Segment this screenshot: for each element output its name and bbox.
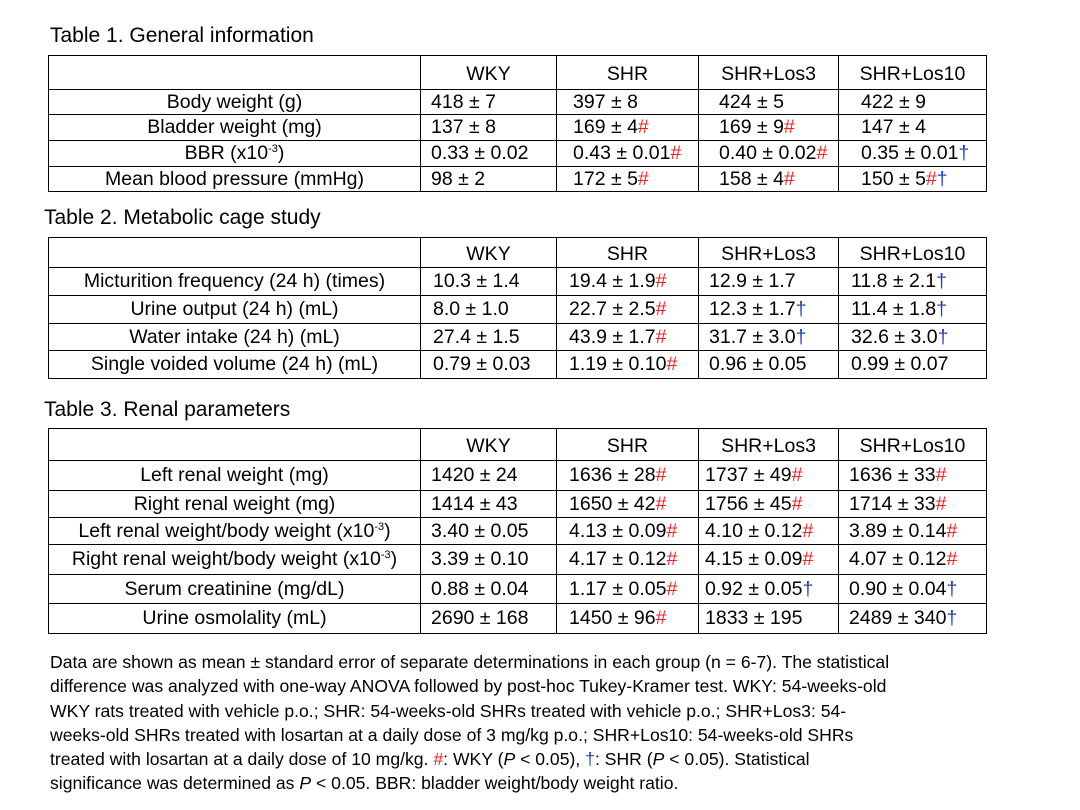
wky-significance-mark: # (816, 142, 828, 164)
wky-significance-mark: # (802, 519, 814, 542)
table-cell (699, 324, 839, 351)
wky-significance-mark: # (946, 548, 958, 570)
table-cell (421, 90, 557, 115)
cell-value: 1420 ± 24 (431, 464, 518, 486)
table-row (49, 545, 987, 575)
footnote-text: treated with losartan at a daily dose of 10 mg/kg. (50, 749, 434, 770)
footnote-text: < 0.05. BBR: bladder weight/body weight ratio. (311, 773, 679, 794)
row-label-text: Left renal weight (mg) (140, 464, 329, 486)
shr-significance-mark: † (936, 167, 948, 190)
cell-value: 150 ± 5 (861, 167, 926, 190)
cell-value: 147 ± 4 (861, 116, 926, 138)
table-cell (699, 115, 839, 141)
table-cell (421, 167, 557, 192)
table-row (49, 268, 987, 296)
column-header: SHR+Los3 (699, 238, 839, 268)
table-cell (699, 90, 839, 115)
row-label-text: Right renal weight (mg) (133, 492, 336, 515)
wky-significance-mark: # (655, 298, 667, 320)
table-cell (839, 545, 987, 575)
shr-significance-mark: † (936, 270, 948, 292)
wky-significance-mark: # (637, 167, 649, 190)
cell-value: 418 ± 7 (431, 90, 496, 113)
wky-significance-mark: # (935, 492, 947, 515)
table-row (49, 351, 987, 379)
table-header-row (49, 56, 987, 90)
cell-value: 19.4 ± 1.9 (569, 270, 656, 292)
column-header: SHR+Los3 (699, 429, 839, 461)
table-cell (699, 167, 839, 192)
column-header: SHR+Los10 (839, 238, 987, 268)
table-cell (699, 351, 839, 379)
footnote-line: WKY rats treated with vehicle p.o.; SHR: 54-weeks-old SHRs treated with vehicle p.o.; SHR+Los3: 54- (50, 700, 847, 721)
table-row (49, 167, 987, 192)
shr-significance-mark: † (946, 607, 958, 629)
column-header: SHR (557, 56, 699, 90)
cell-value: 2690 ± 168 (431, 607, 529, 629)
column-header: WKY (421, 429, 557, 461)
column-header: SHR+Los10 (839, 429, 987, 461)
cell-value: 169 ± 9 (719, 116, 784, 138)
shr-significance-mark: † (585, 749, 595, 770)
table-cell (421, 545, 557, 575)
wky-significance-mark: # (655, 270, 667, 292)
table-cell (839, 115, 987, 141)
table-footnote (50, 650, 1060, 796)
row-label-text: Single voided volume (24 h) (mL) (90, 353, 379, 375)
shr-significance-mark: † (958, 142, 970, 164)
table-cell (839, 141, 987, 167)
cell-value: 4.17 ± 0.12 (569, 548, 667, 570)
row-label-tail: ) (390, 548, 398, 570)
cell-value: 2489 ± 340 (849, 607, 947, 629)
column-header: SHR (557, 429, 699, 461)
header-blank-cell (49, 56, 421, 90)
row-label-text: Body weight (g) (166, 90, 303, 113)
table-cell (839, 90, 987, 115)
table-renal-parameters (48, 428, 987, 634)
wky-significance-mark: # (802, 548, 814, 570)
table-row (49, 491, 987, 518)
cell-value: 1756 ± 45 (705, 492, 792, 515)
cell-value: 4.13 ± 0.09 (569, 519, 667, 542)
table-cell (699, 461, 839, 491)
cell-value: 10.3 ± 1.4 (433, 270, 520, 292)
table-row (49, 461, 987, 491)
wky-significance-mark: # (666, 519, 678, 542)
table-row (49, 604, 987, 634)
wky-significance-mark: # (935, 464, 947, 486)
table-cell (421, 575, 557, 604)
row-label-tail: ) (384, 519, 391, 542)
footnote-line: weeks-old SHRs treated with losartan at a daily dose of 3 mg/kg p.o.; SHR+Los10: 54-weeks-old SHRs (50, 724, 854, 745)
table2-caption: Table 2. Metabolic cage study (44, 206, 321, 229)
table-row (49, 90, 987, 115)
p-symbol: P (503, 749, 516, 770)
wky-significance-mark: # (655, 325, 667, 348)
table3-caption: Table 3. Renal parameters (44, 398, 291, 421)
table-cell (557, 461, 699, 491)
cell-value: 12.3 ± 1.7 (709, 298, 796, 320)
wky-significance-mark: # (637, 116, 649, 138)
cell-value: 3.40 ± 0.05 (431, 519, 529, 542)
row-label (49, 115, 421, 141)
row-label-text: Bladder weight (mg) (147, 116, 322, 138)
table-cell (421, 141, 557, 167)
shr-significance-mark: † (946, 577, 958, 600)
table-cell (699, 268, 839, 296)
cell-value: 0.35 ± 0.01 (861, 142, 959, 164)
table-row (49, 575, 987, 604)
footnote-text: < 0.05). Statistical (664, 749, 810, 770)
table-header-row (49, 429, 987, 461)
table-cell (557, 141, 699, 167)
cell-value: 0.33 ± 0.02 (431, 142, 529, 164)
row-label-superscript: -3 (374, 520, 385, 533)
table-cell (699, 296, 839, 324)
table-cell (421, 491, 557, 518)
table-cell (557, 296, 699, 324)
row-label (49, 90, 421, 115)
cell-value: 422 ± 9 (861, 90, 926, 113)
table-cell (421, 296, 557, 324)
table-row (49, 141, 987, 167)
wky-significance-mark: # (783, 116, 795, 138)
shr-significance-mark: † (802, 577, 814, 600)
wky-significance-mark: # (925, 167, 937, 190)
wky-significance-mark: # (655, 492, 667, 515)
row-label (49, 141, 421, 167)
wky-significance-mark: # (666, 577, 678, 600)
table-cell (421, 324, 557, 351)
row-label-superscript: -3 (268, 143, 278, 155)
table-cell (839, 575, 987, 604)
cell-value: 1.19 ± 0.10 (569, 353, 667, 375)
table-cell (421, 115, 557, 141)
table-cell (839, 296, 987, 324)
wky-significance-mark: # (946, 519, 958, 542)
table-cell (557, 604, 699, 634)
row-label (49, 296, 421, 324)
table-cell (557, 545, 699, 575)
table-cell (557, 115, 699, 141)
row-label-text: Mean blood pressure (mmHg) (104, 167, 364, 190)
row-label (49, 167, 421, 192)
cell-value: 1414 ± 43 (431, 492, 518, 515)
table-cell (557, 491, 699, 518)
table-cell (699, 545, 839, 575)
p-symbol: P (299, 773, 312, 794)
table-cell (839, 461, 987, 491)
table-cell (839, 518, 987, 545)
wky-significance-mark: # (791, 492, 803, 515)
cell-value: 158 ± 4 (719, 167, 784, 190)
cell-value: 0.92 ± 0.05 (705, 577, 803, 600)
cell-value: 1636 ± 28 (569, 464, 656, 486)
table-general-information (48, 55, 987, 192)
cell-value: 22.7 ± 2.5 (569, 298, 656, 320)
shr-significance-mark: † (795, 325, 807, 348)
table-cell (421, 268, 557, 296)
row-label-text: Micturition frequency (24 h) (times) (83, 270, 386, 292)
row-label (49, 545, 421, 575)
row-label-text: Serum creatinine (mg/dL) (124, 577, 345, 600)
cell-value: 4.07 ± 0.12 (849, 548, 947, 570)
table-cell (557, 518, 699, 545)
wky-significance-mark: # (655, 464, 667, 486)
row-label-text: Left renal weight/body weight (x10 (78, 519, 375, 542)
cell-value: 12.9 ± 1.7 (709, 270, 796, 292)
cell-value: 169 ± 4 (573, 116, 638, 138)
cell-value: 1737 ± 49 (705, 464, 792, 486)
row-label (49, 491, 421, 518)
table-cell (839, 491, 987, 518)
wky-significance-mark: # (666, 353, 678, 375)
cell-value: 1.17 ± 0.05 (569, 577, 667, 600)
wky-significance-mark: # (791, 464, 803, 486)
table-cell (699, 518, 839, 545)
cell-value: 32.6 ± 3.0 (851, 325, 938, 348)
shr-significance-mark: † (795, 298, 807, 320)
cell-value: 1636 ± 33 (849, 464, 936, 486)
footnote-text: < 0.05), (515, 749, 586, 770)
cell-value: 11.4 ± 1.8 (851, 298, 937, 320)
row-label-text: Water intake (24 h) (mL) (129, 325, 340, 348)
table-cell (557, 575, 699, 604)
footnote-line (50, 771, 1060, 795)
row-label-text: BBR (x10 (184, 142, 269, 164)
cell-value: 172 ± 5 (573, 167, 638, 190)
column-header: SHR+Los10 (839, 56, 987, 90)
column-header: WKY (421, 238, 557, 268)
table-cell (839, 167, 987, 192)
table-cell (557, 90, 699, 115)
footnote-text: significance was determined as (50, 773, 300, 794)
wky-significance-mark: # (666, 548, 678, 570)
row-label-text: Urine osmolality (mL) (142, 607, 327, 629)
cell-value: 0.88 ± 0.04 (431, 577, 529, 600)
row-label (49, 604, 421, 634)
table-row (49, 324, 987, 351)
row-label (49, 461, 421, 491)
table1-caption: Table 1. General information (50, 24, 314, 47)
table-cell (699, 575, 839, 604)
table-cell (557, 351, 699, 379)
cell-value: 4.10 ± 0.12 (705, 519, 803, 542)
table-cell (839, 351, 987, 379)
row-label (49, 575, 421, 604)
table-header-row (49, 238, 987, 268)
footnote-line: difference was analyzed with one-way ANOVA followed by post-hoc Tukey-Kramer test. WKY: 54-weeks-old (50, 676, 887, 697)
cell-value: 8.0 ± 1.0 (433, 298, 509, 320)
table-row (49, 518, 987, 545)
cell-value: 1450 ± 96 (569, 607, 656, 629)
cell-value: 0.96 ± 0.05 (709, 353, 807, 375)
cell-value: 3.39 ± 0.10 (431, 548, 529, 570)
table-cell (699, 604, 839, 634)
table-cell (557, 167, 699, 192)
cell-value: 3.89 ± 0.14 (849, 519, 947, 542)
cell-value: 0.90 ± 0.04 (849, 577, 947, 600)
table-cell (699, 491, 839, 518)
column-header: SHR (557, 238, 699, 268)
table-cell (839, 604, 987, 634)
cell-value: 1714 ± 33 (849, 492, 936, 515)
row-label (49, 351, 421, 379)
cell-value: 0.40 ± 0.02 (719, 142, 817, 164)
row-label-tail: ) (277, 142, 285, 164)
column-header: WKY (421, 56, 557, 90)
cell-value: 397 ± 8 (573, 90, 638, 113)
cell-value: 31.7 ± 3.0 (709, 325, 796, 348)
cell-value: 424 ± 5 (719, 90, 784, 113)
header-blank-cell (49, 238, 421, 268)
row-label (49, 324, 421, 351)
table-cell (557, 324, 699, 351)
wky-significance-mark: # (655, 607, 667, 629)
cell-value: 1833 ± 195 (705, 607, 803, 629)
cell-value: 27.4 ± 1.5 (433, 325, 520, 348)
table-cell (839, 268, 987, 296)
row-label (49, 518, 421, 545)
cell-value: 4.15 ± 0.09 (705, 548, 803, 570)
footnote-line (50, 747, 1060, 771)
footnote-text: : SHR ( (594, 749, 653, 770)
table-cell (421, 461, 557, 491)
cell-value: 0.99 ± 0.07 (851, 353, 949, 375)
shr-significance-mark: † (937, 325, 949, 348)
table-cell (557, 268, 699, 296)
table-cell (421, 351, 557, 379)
cell-value: 0.79 ± 0.03 (433, 353, 531, 375)
cell-value: 137 ± 8 (431, 116, 496, 138)
row-label (49, 268, 421, 296)
column-header: SHR+Los3 (699, 56, 839, 90)
cell-value: 11.8 ± 2.1 (851, 270, 937, 292)
table-cell (699, 141, 839, 167)
table-row (49, 115, 987, 141)
cell-value: 0.43 ± 0.01 (573, 142, 671, 164)
table-cell (839, 324, 987, 351)
cell-value: 43.9 ± 1.7 (569, 325, 656, 348)
row-label-superscript: -3 (380, 549, 391, 561)
table-metabolic-cage-study (48, 237, 987, 379)
wky-significance-mark: # (433, 749, 444, 770)
table-row (49, 296, 987, 324)
footnote-text: : WKY ( (443, 749, 504, 770)
table-cell (421, 604, 557, 634)
shr-significance-mark: † (936, 298, 948, 320)
row-label-text: Urine output (24 h) (mL) (130, 298, 339, 320)
row-label-text: Right renal weight/body weight (x10 (71, 548, 381, 570)
footnote-line: Data are shown as mean ± standard error of separate determinations in each group (n = 6-7). The statistical (50, 652, 890, 672)
wky-significance-mark: # (783, 167, 795, 190)
cell-value: 1650 ± 42 (569, 492, 656, 515)
table-cell (421, 518, 557, 545)
header-blank-cell (49, 429, 421, 461)
p-symbol: P (652, 749, 665, 770)
wky-significance-mark: # (670, 142, 682, 164)
cell-value: 98 ± 2 (431, 167, 486, 190)
